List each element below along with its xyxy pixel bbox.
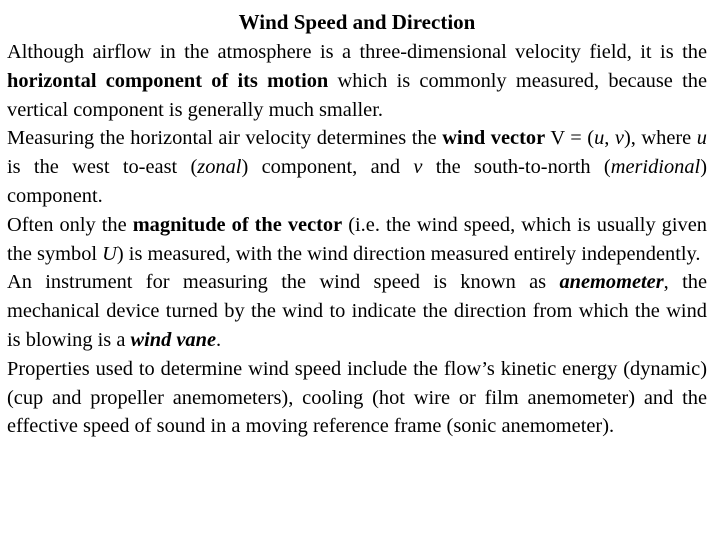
text-run: , the mechanical device turned by the wind to indicate the direction from which the wind is blowing is a xyxy=(7,271,708,351)
paragraph-1 xyxy=(7,38,707,124)
bold-term: wind vector xyxy=(442,127,546,150)
text-run: ), where xyxy=(623,127,697,150)
italic-term: v xyxy=(413,156,423,179)
paragraph-5 xyxy=(7,355,707,441)
text-run: which is commonly measured, because the vertical component is generally much smaller. xyxy=(7,69,707,121)
text-run: , xyxy=(604,127,615,150)
text-run: Properties used to determine wind speed include the flow’s kinetic energy (dynamic) (cup and propeller anemometers), cooling (hot wire or film anemometer) and the effective speed of sound in a moving reference frame (sonic anemometer). xyxy=(7,357,707,438)
italic-term: v xyxy=(614,127,624,150)
bold-term: horizontal component of its motion xyxy=(7,69,329,92)
text-run: (i.e. the wind speed, which is usually given the symbol xyxy=(7,213,707,265)
text-run: An instrument for measuring the wind speed is known as xyxy=(7,271,560,294)
bold-term: magnitude of the vector xyxy=(132,213,343,236)
italic-term: zonal xyxy=(197,156,242,179)
italic-term: U xyxy=(102,242,117,265)
slide-title: Wind Speed and Direction xyxy=(238,10,476,34)
text-run: Measuring the horizontal air velocity determines the xyxy=(7,127,443,150)
text-run: Although airflow in the atmosphere is a three-dimensional velocity field, it is the xyxy=(7,41,707,63)
text-run: ) component. xyxy=(7,156,708,207)
text-run: Often only the xyxy=(7,213,133,236)
italic-term: meridional xyxy=(610,156,701,179)
italic-term: u xyxy=(594,127,605,150)
bold-italic-term xyxy=(559,271,663,293)
slide-body xyxy=(7,38,707,441)
paragraph-2 xyxy=(7,124,707,210)
bold-italic-term xyxy=(130,329,216,351)
text-run: is the west to-east ( xyxy=(7,156,198,179)
text-run: V = ( xyxy=(545,127,595,150)
italic-term: u xyxy=(696,127,707,150)
emphasis-text: anemometer xyxy=(559,271,664,294)
paragraph-3 xyxy=(7,211,707,269)
text-run: ) is measured, with the wind direction measured entirely independently. xyxy=(116,242,701,265)
text-run: the south-to-north ( xyxy=(422,156,611,179)
text-run: . xyxy=(216,328,222,351)
emphasis-text: wind vane xyxy=(130,328,217,351)
text-run: ) component, and xyxy=(241,156,414,179)
paragraph-4 xyxy=(7,268,707,354)
